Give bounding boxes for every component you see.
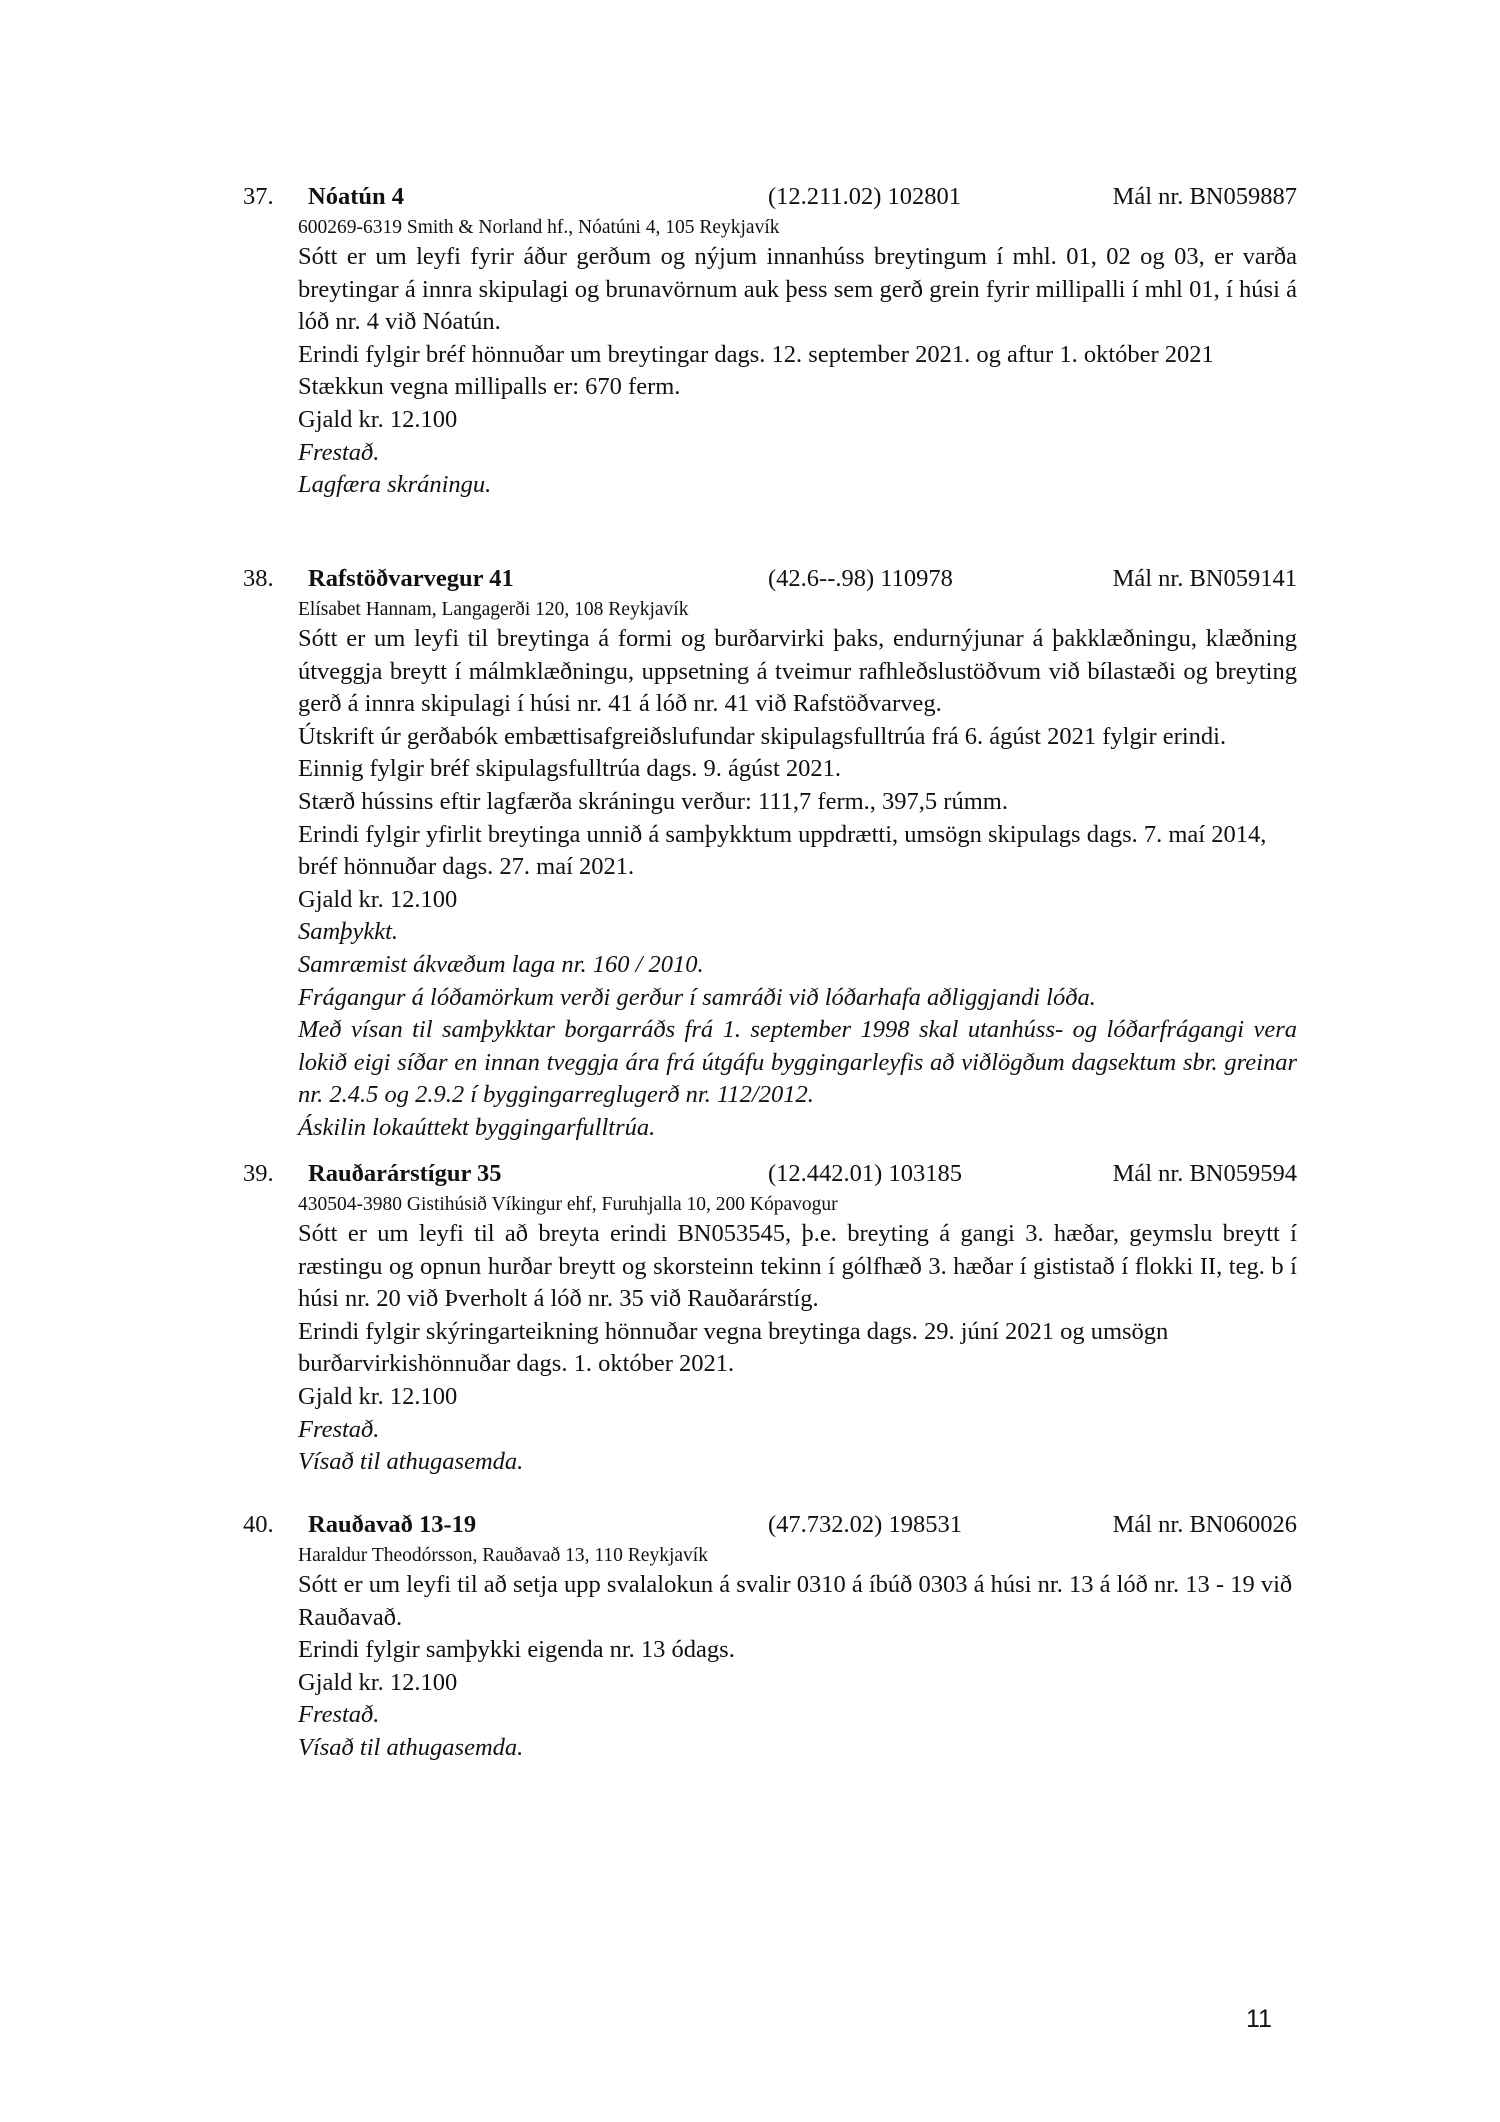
entry-paragraph: Erindi fylgir skýringarteikning hönnuðar vegna breytinga dags. 29. júní 2021 og umsögn burðarvirkishönnuðar dags. 1. október 2021. [298,1317,1169,1378]
case-entry-37 [243,180,1297,502]
case-entry-40 [243,1508,1297,1765]
entry-applicant: 430504-3980 Gistihúsið Víkingur ehf, Furuhjalla 10, 200 Kópavogur [298,1194,838,1215]
entry-decision: Samþykkt. [298,918,398,946]
entry-applicant: Elísabet Hannam, Langagerði 120, 108 Reykjavík [298,599,689,620]
entry-body [298,623,1297,1145]
entry-decision: Samræmist ákvæðum laga nr. 160 / 2010. [298,950,704,978]
entry-decision: Frestað. [298,438,380,466]
entry-lot-id: (12.442.01) 103185 [768,1160,962,1187]
entry-fee: Gjald kr. 12.100 [298,1668,458,1696]
entry-header [243,1508,1297,1542]
case-entry-38 [243,562,1297,1145]
entry-paragraph: Erindi fylgir samþykki eigenda nr. 13 ódags. [298,1636,735,1664]
entry-address: Rauðarárstígur 35 [308,1160,502,1187]
entry-header [243,1157,1297,1191]
entry-decision: Frágangur á lóðamörkum verði gerður í samráði við lóðarhafa aðliggjandi lóða. [298,983,1096,1011]
entry-paragraph: Sótt er um leyfi fyrir áður gerðum og nýjum innanhúss breytingum í mhl. 01, 02 og 03, er varða breytingar á innra skipulagi og brunavörnum auk þess sem gerð grein fyrir millipalli í mhl 01, í húsi á lóð nr. 4 við Nóatún. [298,243,1297,336]
entry-number: 38. [243,565,274,592]
entry-number: 37. [243,183,274,210]
entry-body [298,1569,1297,1765]
entry-decision: Frestað. [298,1701,380,1729]
case-entry-39 [243,1157,1297,1479]
entry-fee: Gjald kr. 12.100 [298,405,458,433]
entry-case-number: Mál nr. BN059887 [1112,183,1297,210]
entry-applicant: 600269-6319 Smith & Norland hf., Nóatúni 4, 105 Reykjavík [298,217,780,238]
entry-case-number: Mál nr. BN059594 [1112,1160,1297,1187]
entry-paragraph: Sótt er um leyfi til að breyta erindi BN053545, þ.e. breyting á gangi 3. hæðar, geymslu breytt í ræstingu og opnun hurðar breytt og skorsteinn tekinn í gólfhæð 3. hæðar í gististað í flokki II, teg. b í húsi nr. 20 við Þverholt á lóð nr. 35 við Rauðarárstíg. [298,1220,1297,1313]
entry-lot-id: (47.732.02) 198531 [768,1511,962,1538]
entry-address: Rauðavað 13-19 [308,1511,477,1538]
entry-case-number: Mál nr. BN060026 [1112,1511,1297,1538]
entry-lot-id: (42.6--.98) 110978 [768,565,953,592]
entry-paragraph: Stærð hússins eftir lagfærða skráningu verður: 111,7 ferm., 397,5 rúmm. [298,787,1008,815]
entry-number: 40. [243,1511,274,1538]
entry-decision: Með vísan til samþykktar borgarráðs frá 1. september 1998 skal utanhúss- og lóðarfrágangi vera lokið eigi síðar en innan tveggja ára frá útgáfu byggingarleyfis að viðlögðum dagsektum sbr. greinar nr. 2.4.5 og 2.9.2 í byggingarreglugerð nr. 112/2012. [298,1016,1297,1109]
entry-case-number: Mál nr. BN059141 [1112,565,1297,592]
entry-decision: Frestað. [298,1415,380,1443]
entry-paragraph: Stækkun vegna millipalls er: 670 ferm. [298,373,681,401]
entry-fee: Gjald kr. 12.100 [298,885,458,913]
entry-fee: Gjald kr. 12.100 [298,1382,458,1410]
entry-paragraph: Sótt er um leyfi til breytinga á formi og burðarvirki þaks, endurnýjunar á þakklæðningu, klæðning útveggja breytt í málmklæðningu, uppsetning á tveimur rafhleðslustöðvum við bílastæði og breyting gerð á innra skipulagi í húsi nr. 41 á lóð nr. 41 við Rafstöðvarveg. [298,625,1297,718]
entry-body [298,1218,1297,1479]
entry-address: Nóatún 4 [308,183,404,210]
entry-decision: Lagfæra skráningu. [298,471,492,499]
entry-address: Rafstöðvarvegur 41 [308,565,514,592]
entry-paragraph: Erindi fylgir yfirlit breytinga unnið á samþykktum uppdrætti, umsögn skipulags dags. 7. maí 2014, bréf hönnuðar dags. 27. maí 2021. [298,820,1267,881]
entry-header [243,180,1297,214]
page-number: 11 [1246,2005,1272,2033]
entry-decision: Áskilin lokaúttekt byggingarfulltrúa. [298,1113,656,1141]
entry-header [243,562,1297,596]
entry-decision: Vísað til athugasemda. [298,1448,524,1476]
entry-number: 39. [243,1160,274,1187]
entry-paragraph: Erindi fylgir bréf hönnuðar um breytingar dags. 12. september 2021. og aftur 1. október 2021 [298,340,1214,368]
entry-paragraph: Sótt er um leyfi til að setja upp svalalokun á svalir 0310 á íbúð 0303 á húsi nr. 13 á lóð nr. 13 - 19 við Rauðavað. [298,1571,1293,1631]
entry-decision: Vísað til athugasemda. [298,1733,524,1761]
entry-paragraph: Útskrift úr gerðabók embættisafgreiðslufundar skipulagsfulltrúa frá 6. ágúst 2021 fylgir erindi. Einnig fylgir bréf skipulagsfulltrúa dags. 9. ágúst 2021. [298,722,1227,783]
entry-applicant: Haraldur Theodórsson, Rauðavað 13, 110 Reykjavík [298,1545,708,1566]
entry-body [298,241,1297,502]
entry-lot-id: (12.211.02) 102801 [768,183,962,210]
